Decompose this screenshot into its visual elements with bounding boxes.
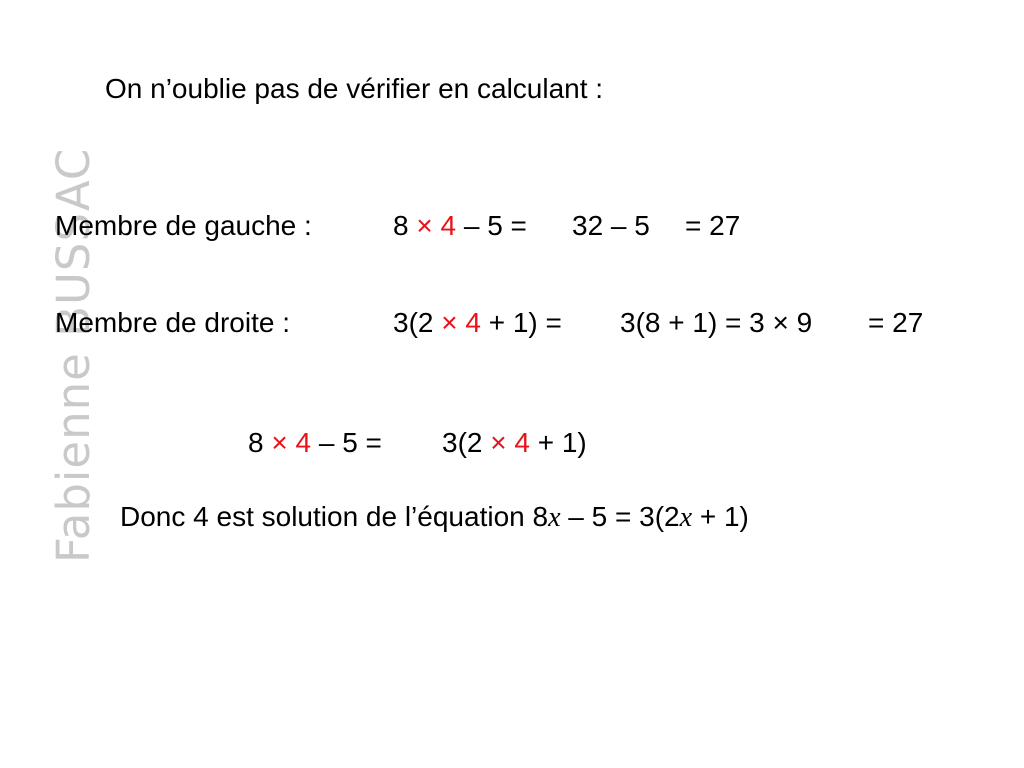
right-expr-c: + 1) = xyxy=(480,307,562,338)
equality-left xyxy=(248,426,382,460)
equality-right xyxy=(442,426,587,460)
conclusion-var1: x xyxy=(548,502,561,533)
conclusion-part3: + 1) xyxy=(692,501,749,532)
right-member-expression xyxy=(393,306,562,340)
watermark-text: Fabienne BUSSAC xyxy=(47,147,100,563)
left-member-step: 32 – 5 xyxy=(572,210,650,241)
equality-right-c: + 1) xyxy=(529,427,587,458)
equality-right-highlight: × 4 xyxy=(490,427,530,458)
right-member-step: 3(8 + 1) = 3 × 9 xyxy=(620,307,813,338)
left-member-label: Membre de gauche : xyxy=(55,210,312,241)
equality-left-highlight: × 4 xyxy=(271,427,312,458)
intro-text: On n’oublie pas de vérifier en calculant : xyxy=(105,73,604,104)
right-expr-highlight: × 4 xyxy=(441,307,481,338)
right-expr-a: 3(2 xyxy=(393,307,442,338)
equality-right-a: 3(2 xyxy=(442,427,491,458)
equality-left-a: 8 xyxy=(248,427,272,458)
conclusion-text xyxy=(120,500,749,535)
left-member-result: = 27 xyxy=(685,210,741,241)
conclusion-var2: x xyxy=(679,502,693,533)
left-expr-highlight: × 4 xyxy=(416,210,457,241)
right-member-label: Membre de droite : xyxy=(55,307,290,338)
right-member-result: = 27 xyxy=(868,307,924,338)
left-member-expression xyxy=(393,209,527,243)
equality-left-c: – 5 = xyxy=(311,427,382,458)
left-expr-a: 8 xyxy=(393,210,417,241)
conclusion-part1: Donc 4 est solution de l’équation 8 xyxy=(120,501,549,532)
conclusion-part2: – 5 = 3(2 xyxy=(560,501,680,532)
left-expr-c: – 5 = xyxy=(456,210,527,241)
